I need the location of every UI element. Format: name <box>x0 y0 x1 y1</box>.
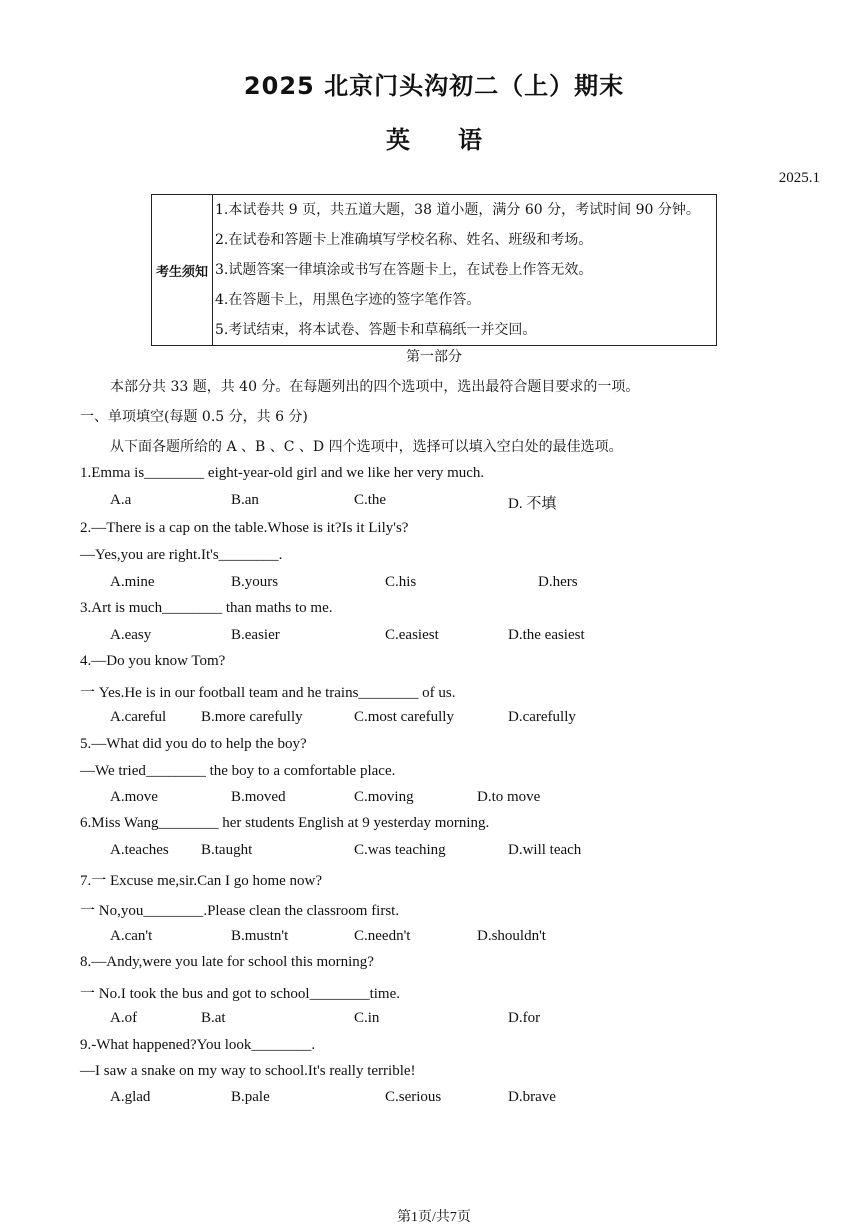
question-text: 4.—Do you know Tom? <box>80 653 226 669</box>
option-a: A.move <box>110 789 158 805</box>
question-text: 7.一 Excuse me,sir.Can I go home now? <box>80 873 323 889</box>
option-d: D.will teach <box>508 842 582 858</box>
option-b: B.pale <box>231 1089 270 1105</box>
question-text: 一 No.I took the bus and got to school________time. <box>80 986 400 1002</box>
question-text: 5.—What did you do to help the boy? <box>80 736 307 752</box>
option-d: D.brave <box>508 1089 556 1105</box>
notice-item: 1.本试卷共 9 页，共五道大题，38 道小题，满分 60 分，考试时间 90 分钟。 <box>215 202 700 218</box>
option-a: A.easy <box>110 627 152 643</box>
notice-item: 4.在答题卡上，用黑色字迹的签字笔作答。 <box>215 292 481 308</box>
option-c: C.the <box>354 492 387 508</box>
question-text: 9.-What happened?You look________. <box>80 1037 316 1053</box>
option-c: C.was teaching <box>354 842 446 858</box>
option-a: A.a <box>110 492 132 508</box>
page-number: 第1页/共7页 <box>397 1210 471 1225</box>
option-b: B.yours <box>231 574 279 590</box>
option-a: A.mine <box>110 574 155 590</box>
question-text: 2.—There is a cap on the table.Whose is it?Is it Lily's? <box>80 520 409 536</box>
option-b: B.at <box>201 1010 226 1026</box>
question-text: 1.Emma is________ eight-year-old girl and we like her very much. <box>80 465 485 481</box>
option-b: B.more carefully <box>201 709 303 725</box>
exam-title: 2025 北京门头沟初二（上）期末 <box>243 72 625 100</box>
notice-items <box>213 195 717 346</box>
question-text: 8.—Andy,were you late for school this morning? <box>80 954 374 970</box>
option-b: B.moved <box>231 789 286 805</box>
part-intro: 本部分共 33 题，共 40 分。在每题列出的四个选项中，选出最符合题目要求的一项。 <box>110 379 640 395</box>
option-c: C.moving <box>354 789 414 805</box>
question-text: 6.Miss Wang________ her students English at 9 yesterday morning. <box>80 815 490 831</box>
question-text: 一 Yes.He is in our football team and he trains________ of us. <box>80 685 456 701</box>
option-a: A.glad <box>110 1089 151 1105</box>
notice-item: 5.考试结束，将本试卷、答题卡和草稿纸一并交回。 <box>215 322 537 338</box>
question-text: 一 No,you________.Please clean the classroom first. <box>80 903 400 919</box>
option-a: A.careful <box>110 709 167 725</box>
option-d: D.shouldn't <box>477 928 546 944</box>
option-c: C.easiest <box>385 627 439 643</box>
notice-table <box>151 194 717 346</box>
option-a: A.of <box>110 1010 138 1026</box>
option-c: C.his <box>385 574 417 590</box>
notice-label: 考生须知 <box>152 195 213 346</box>
option-d: D. 不填 <box>508 496 557 512</box>
option-d: D.hers <box>538 574 578 590</box>
option-b: B.mustn't <box>231 928 289 944</box>
question-text: —I saw a snake on my way to school.It's really terrible! <box>80 1063 416 1079</box>
question-text: —Yes,you are right.It's________. <box>80 547 283 563</box>
option-d: D.the easiest <box>508 627 585 643</box>
option-c: C.most carefully <box>354 709 454 725</box>
option-c: C.serious <box>385 1089 442 1105</box>
part-heading: 第一部分 <box>406 349 462 365</box>
notice-item: 3.试题答案一律填涂或书写在答题卡上，在试卷上作答无效。 <box>215 262 593 278</box>
option-d: D.for <box>508 1010 541 1026</box>
option-b: B.an <box>231 492 259 508</box>
section-title: 一、单项填空(每题 0.5 分，共 6 分) <box>80 409 308 425</box>
option-c: C.needn't <box>354 928 411 944</box>
exam-date: 2025.1 <box>778 170 820 186</box>
option-a: A.can't <box>110 928 153 944</box>
option-d: D.to move <box>477 789 541 805</box>
question-text: —We tried________ the boy to a comfortable place. <box>80 763 396 779</box>
question-text: 3.Art is much________ than maths to me. <box>80 600 333 616</box>
section-instruction: 从下面各题所给的 A 、B 、C 、D 四个选项中，选择可以填入空白处的最佳选项。 <box>110 439 623 455</box>
option-b: B.easier <box>231 627 280 643</box>
option-a: A.teaches <box>110 842 169 858</box>
notice-item: 2.在试卷和答题卡上准确填写学校名称、姓名、班级和考场。 <box>215 232 593 248</box>
option-b: B.taught <box>201 842 253 858</box>
option-c: C.in <box>354 1010 380 1026</box>
option-d: D.carefully <box>508 709 576 725</box>
subject-title: 英语 <box>386 126 530 154</box>
